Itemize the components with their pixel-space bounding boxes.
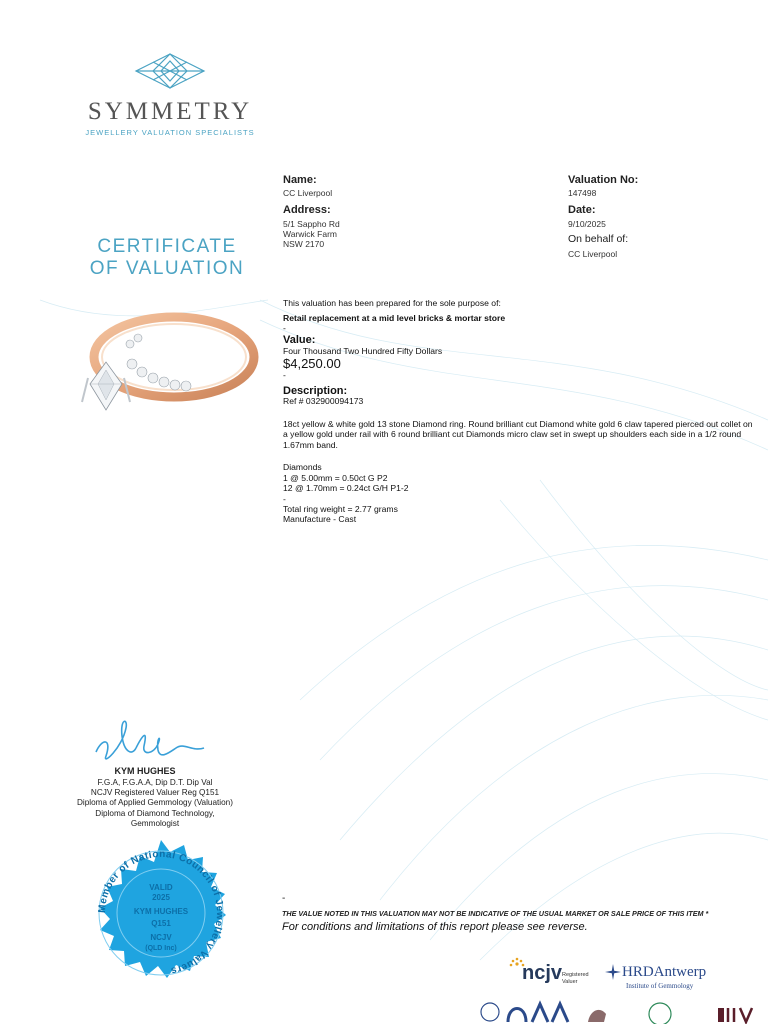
valuation-number-label: Valuation No: (568, 174, 639, 186)
qualification-line: Gemmologist (130, 818, 180, 828)
ring-photo (54, 302, 264, 432)
diamond-line: 12 @ 1.70mm = 0.24ct G/H P1-2 (283, 483, 409, 493)
seal-ring-text: Member of National Council of Jewellery Valuers (96, 848, 226, 977)
ring-weight: Total ring weight = 2.77 grams (283, 503, 398, 514)
certificate-title (72, 236, 262, 280)
certificate-title-line-1: CERTIFICATE (97, 236, 237, 257)
seal-line: (QLD Inc) (145, 945, 177, 952)
description-body: 18ct yellow & white gold 13 stone Diamond ring. Round brilliant cut Diamond white gold 6 claw tapered pierced out collet on a yellow gold under rail with 6 round brilliant cut Diamonds micro claw set in swept up shoulders each side in a 1/2 round 1.67mm band. (283, 418, 753, 450)
brand-tagline: JEWELLERY VALUATION SPECIALISTS (85, 128, 255, 137)
diamonds-heading: Diamonds (283, 462, 322, 472)
name-label: Name: (283, 174, 317, 186)
seal-line: KYM HUGHES (133, 907, 189, 916)
hrd-logo-sub: Institute of Gemmology (626, 982, 694, 990)
qualification-line: Diploma of Applied Gemmology (Valuation) (77, 798, 233, 808)
hrd-logo-text: HRDAntwerp (622, 964, 707, 980)
conditions-note: For conditions and limitations of this report please see reverse. (282, 921, 588, 933)
seal-line: NCJV (150, 933, 172, 942)
seal-line: 2025 (152, 893, 170, 902)
accreditation-logos (478, 996, 768, 1024)
valuer-name: KYM HUGHES (114, 766, 176, 776)
value-words: Four Thousand Two Hundred Fifty Dollars (283, 345, 443, 356)
ncjv-sub-line: Registered (562, 972, 589, 978)
client-name: CC Liverpool (283, 188, 333, 198)
seal-line: Q151 (151, 919, 171, 928)
client-address (283, 219, 340, 249)
reference-number: Ref # 032900094173 (283, 396, 364, 406)
valuation-date: 9/10/2025 (568, 219, 606, 229)
manufacture: Manufacture - Cast (283, 514, 357, 524)
ncjv-logo-text: ncjv (522, 962, 563, 984)
address-line: NSW 2170 (283, 239, 325, 249)
valuation-number: 147498 (568, 188, 597, 198)
qualification-line: NCJV Registered Valuer Reg Q151 (90, 788, 220, 798)
address-line: 5/1 Sappho Rd (283, 219, 340, 229)
date-label: Date: (568, 204, 596, 216)
brand-name: SYMMETRY (87, 98, 253, 125)
qualification-line: Diploma of Diamond Technology, (95, 808, 215, 818)
separator-dash: - (283, 369, 286, 380)
address-line: Warwick Farm (283, 229, 337, 239)
separator-dash: - (283, 493, 286, 504)
description-label: Description: (283, 384, 348, 397)
seal-line: VALID (149, 883, 173, 892)
valuer-signature (92, 708, 212, 768)
address-label: Address: (283, 204, 331, 216)
separator-dash: - (283, 323, 286, 333)
certificate-title-line-2: OF VALUATION (89, 258, 245, 279)
hrd-star-icon (605, 964, 621, 980)
brand-logo (60, 52, 280, 137)
ncjv-seal-icon (86, 838, 236, 988)
purpose-text: Retail replacement at a mid level bricks & mortar store (283, 312, 506, 323)
ncjv-sub (562, 972, 589, 985)
diamond-line: 1 @ 5.00mm = 0.50ct G P2 (283, 472, 388, 483)
ncjv-sub-line: Valuer (562, 978, 578, 985)
purpose-intro: This valuation has been prepared for the sole purpose of: (283, 298, 501, 308)
value-amount: $4,250.00 (283, 356, 341, 371)
valuer-qualifications (40, 778, 270, 829)
diamond-logo-icon (134, 52, 206, 90)
qualification-line: F.G.A, F.G.A.A, Dip D.T. Dip Val (97, 778, 213, 787)
on-behalf-label: On behalf of: (568, 233, 629, 245)
valuation-content (283, 298, 753, 525)
value-label: Value: (283, 334, 316, 346)
on-behalf-value: CC Liverpool (568, 249, 618, 259)
value-disclaimer: THE VALUE NOTED IN THIS VALUATION MAY NOT BE INDICATIVE OF THE USUAL MARKET OR SALE PRICE OF THIS ITEM * (282, 909, 709, 918)
separator-dash: - (282, 893, 286, 904)
